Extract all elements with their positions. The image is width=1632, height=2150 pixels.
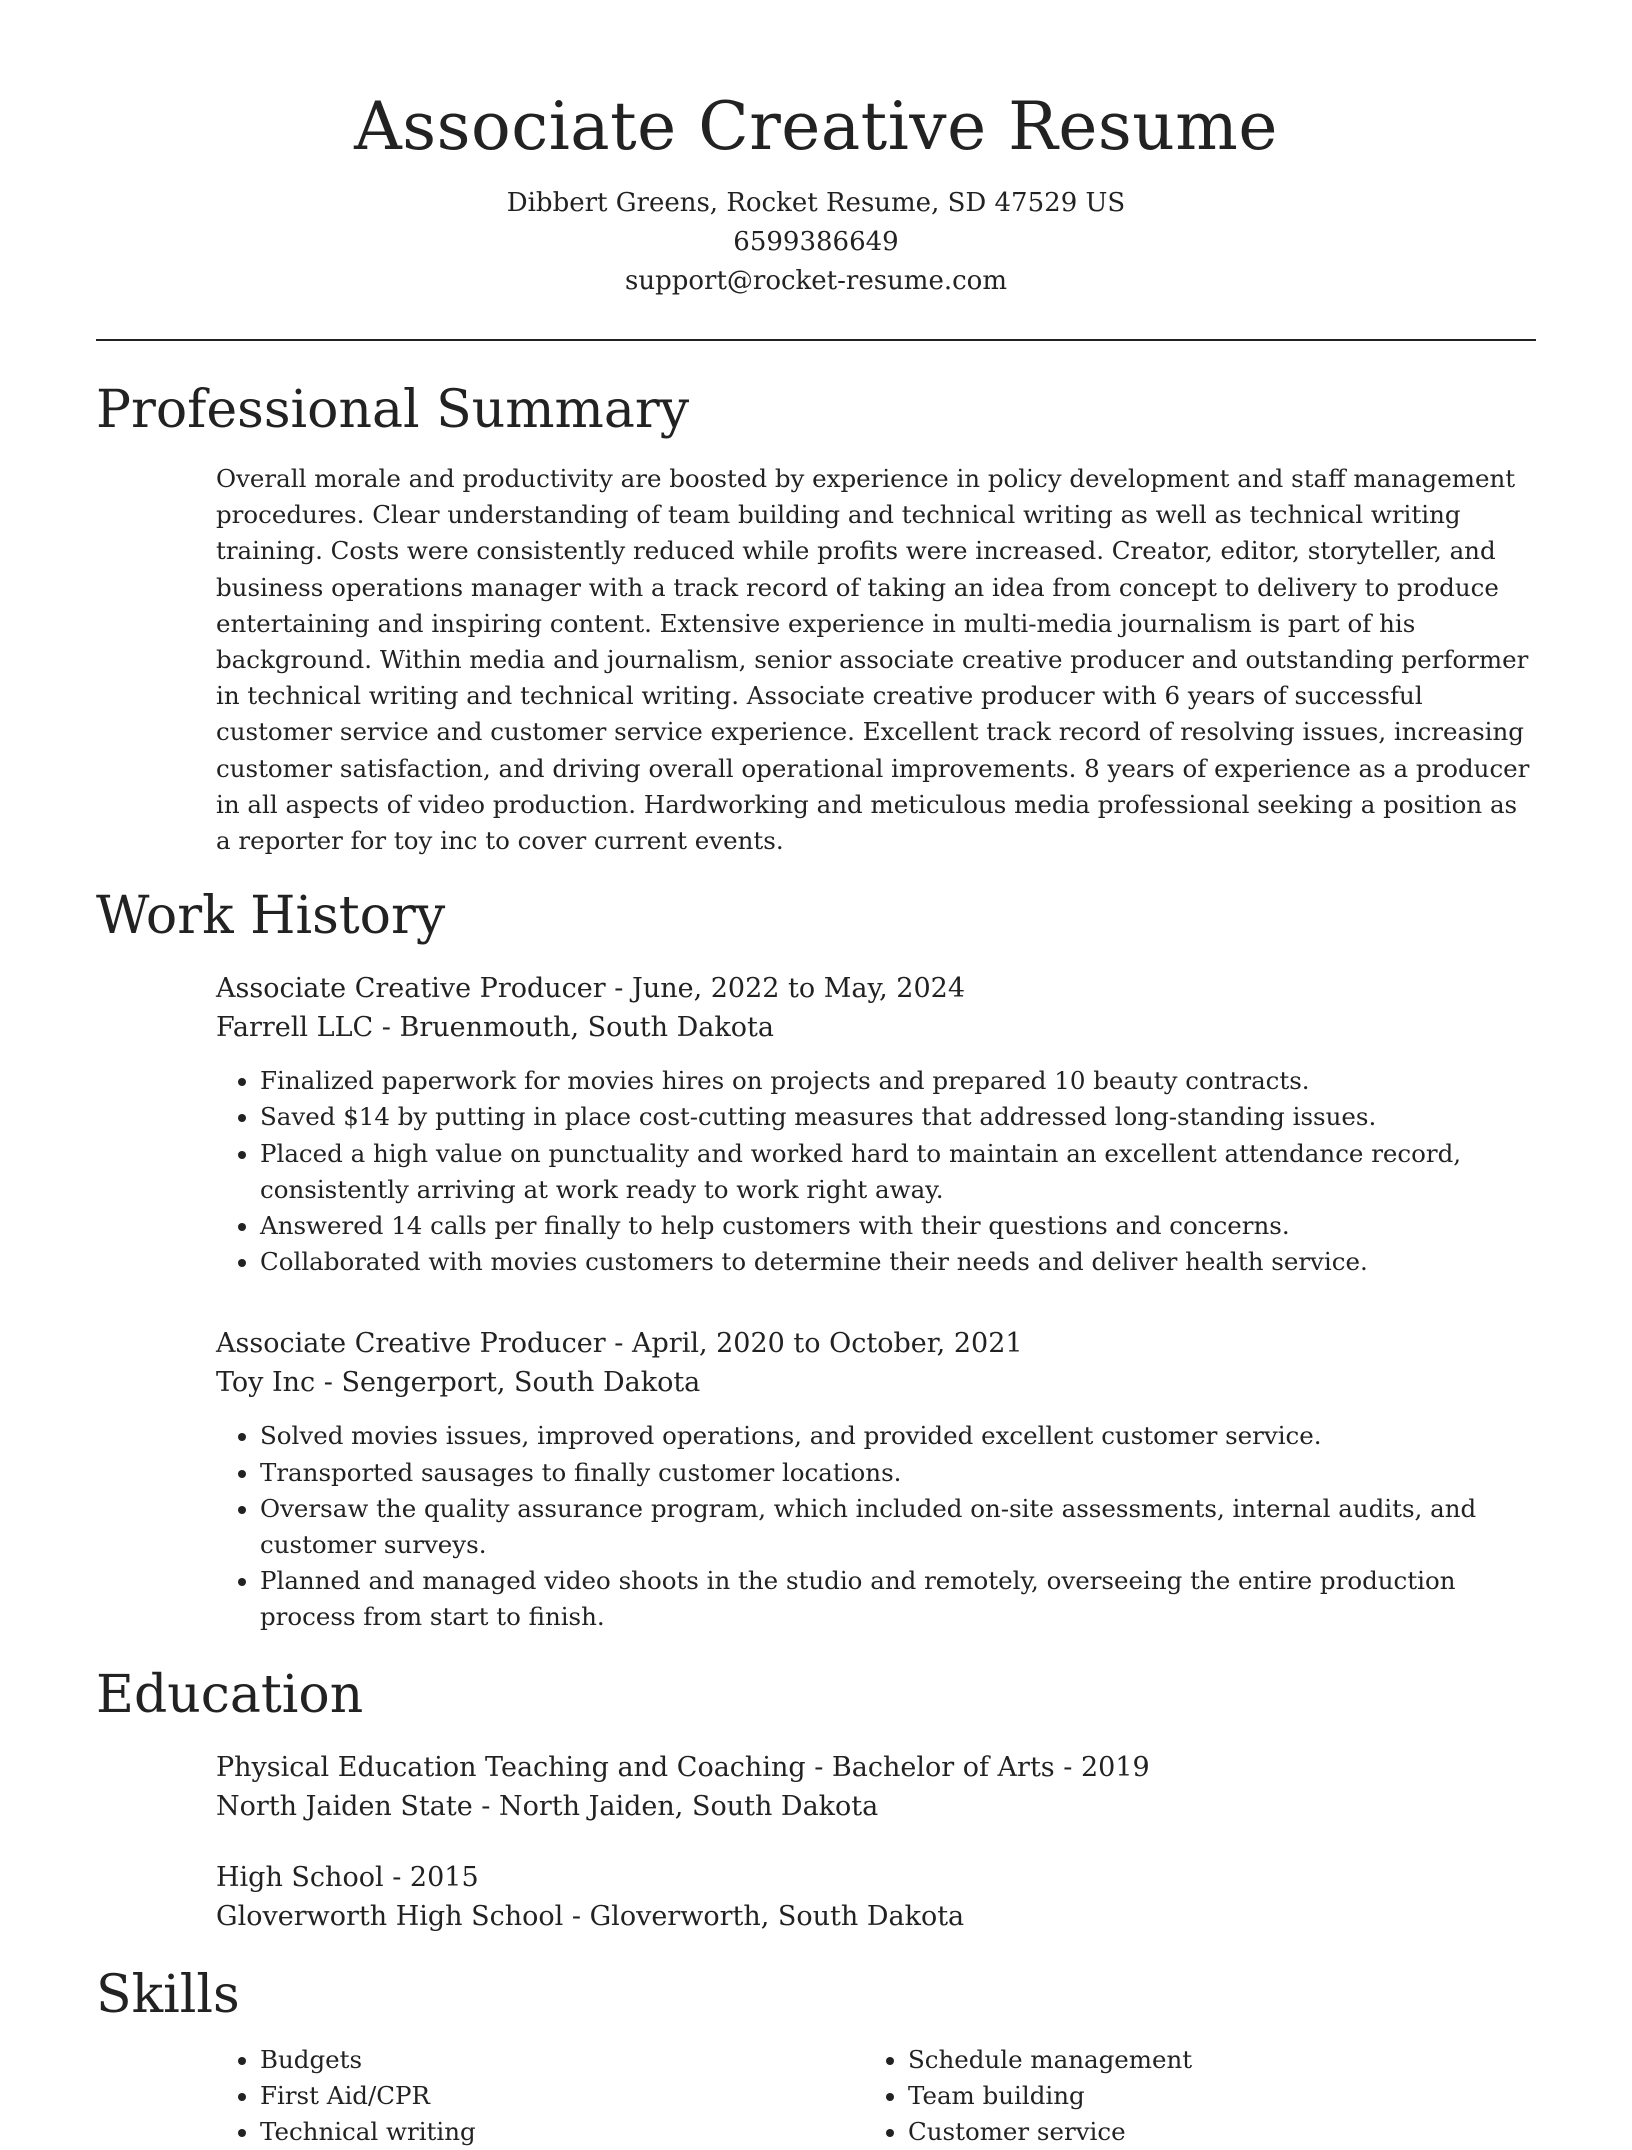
graduation-year: 2015 (409, 1861, 479, 1893)
bullet-item: • Placed a high value on punctuality and worked hard to maintain an excellent attendance record, consistently arriving at work ready to work right away. (260, 1136, 1536, 1208)
education-entry (216, 1858, 1536, 1936)
summary-section (216, 461, 1536, 859)
summary-text: Overall morale and productivity are boosted by experience in policy development and staff management procedures. Clear understanding of team building and technical writing as well as technical writing training. Costs were consistently reduced while profits were increased. Creator, editor, storyteller, and business operations manager with a track record of taking an idea from concept to delivery to produce entertaining and inspiring content. Extensive experience in multi-media journalism is part of his background. Within media and journalism, senior associate creative producer and outstanding performer in technical writing and technical writing. Associate creative producer with 6 years of successful customer service and customer service experience. Excellent track record of resolving issues, increasing customer satisfaction, and driving overall operational improvements. 8 years of experience as a producer in all aspects of video production. Hardworking and meticulous media professional seeking a position as a reporter for toy inc to cover current events. (216, 464, 1530, 856)
bullet-item: • Transported sausages to finally customer locations. (260, 1455, 1536, 1491)
separator: - (571, 1900, 590, 1932)
summary-heading: Professional Summary (96, 380, 690, 440)
resume-header (96, 84, 1536, 301)
work-history-section (216, 969, 1536, 1635)
job-bullets (216, 1418, 1536, 1635)
skill-item: • First Aid/CPR (260, 2078, 864, 2114)
job-company-line (216, 1363, 1536, 1402)
separator: - (392, 1861, 410, 1893)
bullet-item: • Solved movies issues, improved operations, and provided excellent customer service. (260, 1418, 1536, 1454)
skills-section (216, 2042, 1536, 2150)
contact-info (96, 184, 1536, 301)
degree: Physical Education Teaching and Coaching - Bachelor of Arts (216, 1751, 1055, 1783)
separator: - (323, 1367, 342, 1399)
job-bullets (216, 1063, 1536, 1280)
job-title-line (216, 969, 1536, 1008)
separator: - (381, 1012, 400, 1044)
job-entry (216, 969, 1536, 1280)
skills-heading: Skills (96, 1964, 240, 2025)
skills-column-right (864, 2042, 1512, 2150)
phone: 6599386649 (733, 227, 899, 257)
graduation-year: 2019 (1080, 1751, 1150, 1783)
work-history-heading: Work History (96, 886, 446, 947)
job-company: Toy Inc (216, 1367, 316, 1399)
bullet-item: • Oversaw the quality assurance program, which included on-site assessments, internal audits, and customer surveys. (260, 1491, 1536, 1563)
skill-item: • Budgets (260, 2042, 864, 2078)
resume-title: Associate Creative Resume (354, 88, 1278, 165)
job-role: Associate Creative Producer (216, 973, 606, 1005)
job-company: Farrell LLC (216, 1012, 374, 1044)
separator: - (614, 1328, 632, 1360)
separator: - (614, 973, 632, 1005)
separator: - (481, 1790, 499, 1822)
skill-item: • Schedule management (908, 2042, 1512, 2078)
skills-list (864, 2042, 1512, 2150)
education-section (216, 1748, 1536, 1936)
job-company-line (216, 1008, 1536, 1047)
job-dates: April, 2020 to October, 2021 (632, 1328, 1023, 1360)
education-heading: Education (96, 1664, 364, 1725)
school-name: North Jaiden State (216, 1790, 473, 1822)
job-role: Associate Creative Producer (216, 1328, 606, 1360)
skill-item: • Customer service (908, 2114, 1512, 2150)
job-entry (216, 1324, 1536, 1635)
school-name: Gloverworth High School (216, 1900, 564, 1932)
skills-column-left (216, 2042, 864, 2150)
school-line (216, 1897, 1536, 1936)
skill-item: • Team building (908, 2078, 1512, 2114)
email: support@rocket-resume.com (624, 266, 1007, 296)
job-dates: June, 2022 to May, 2024 (632, 973, 966, 1005)
header-divider (96, 339, 1536, 341)
bullet-item: • Saved $14 by putting in place cost-cutting measures that addressed long-standing issues. (260, 1099, 1536, 1135)
address: Dibbert Greens, Rocket Resume, SD 47529 US (506, 188, 1126, 218)
separator: - (1063, 1751, 1081, 1783)
bullet-item: • Planned and managed video shoots in the studio and remotely, overseeing the entire production process from start to finish. (260, 1563, 1536, 1635)
skills-columns (216, 2042, 1536, 2150)
degree-line (216, 1748, 1536, 1787)
degree-line (216, 1858, 1536, 1897)
job-location: Bruenmouth, South Dakota (399, 1012, 774, 1044)
job-title-line (216, 1324, 1536, 1363)
skills-list (216, 2042, 864, 2150)
degree: High School (216, 1861, 384, 1893)
school-location: Gloverworth, South Dakota (589, 1900, 965, 1932)
school-location: North Jaiden, South Dakota (498, 1790, 879, 1822)
school-line (216, 1787, 1536, 1826)
bullet-item: • Collaborated with movies customers to determine their needs and deliver health service. (260, 1244, 1536, 1280)
bullet-item: • Answered 14 calls per finally to help customers with their questions and concerns. (260, 1208, 1536, 1244)
bullet-item: • Finalized paperwork for movies hires on projects and prepared 10 beauty contracts. (260, 1063, 1536, 1099)
job-location: Sengerport, South Dakota (341, 1367, 701, 1399)
education-entry (216, 1748, 1536, 1826)
skill-item: • Technical writing (260, 2114, 864, 2150)
